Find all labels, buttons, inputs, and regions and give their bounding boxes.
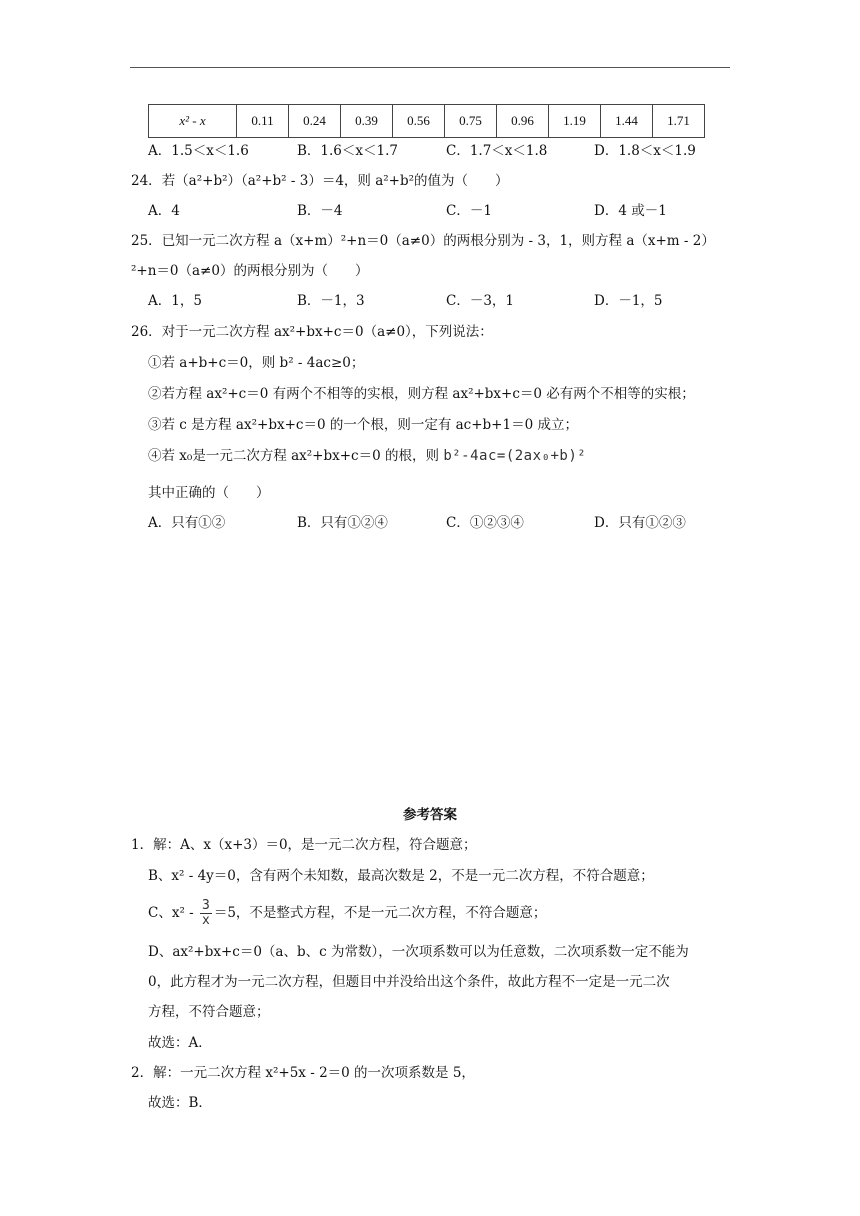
fraction-numerator: 3 (202, 898, 210, 913)
table-cell: 0.56 (393, 105, 445, 138)
q23-option-d: D．1.8＜x＜1.9 (594, 143, 696, 159)
q25-option-c: C．－3，1 (446, 293, 515, 309)
q26-option-d: D．只有①②③ (594, 515, 686, 531)
answer-1-line-2: B、x² - 4y＝0，含有两个未知数，最高次数是 2，不是一元二次方程，不符合题意； (148, 868, 654, 884)
table-cell: 0.24 (289, 105, 341, 138)
fraction-denominator: x (202, 913, 210, 928)
answer-1-line-5: 0，此方程才为一元二次方程，但题目中并没给出这个条件，故此方程不一定是一元二次 (148, 974, 670, 990)
q26-formula: b²-4ac=(2ax₀+b)² (443, 448, 587, 464)
q24-option-d: D．4 或－1 (594, 203, 667, 219)
table-cell: 0.39 (341, 105, 393, 138)
q26-option-c: C．①②③④ (446, 515, 524, 531)
answer-1-line-3-pre: C、x² - (148, 905, 194, 921)
q26-stem (131, 322, 493, 342)
q24-option-b: B．－4 (297, 203, 343, 219)
table-row (149, 105, 705, 138)
q26-statement-4 (148, 446, 586, 466)
q26-statement-4-text: ④若 x₀是一元二次方程 ax²+bx+c＝0 的根，则 (148, 448, 440, 464)
fraction (200, 899, 212, 928)
answers-title: 参考答案 (403, 807, 457, 823)
q24-option-a: A．4 (148, 203, 180, 219)
q24-stem (131, 171, 509, 191)
table-cell: 1.19 (549, 105, 601, 138)
table-cell: 1.44 (601, 105, 653, 138)
answer-1-line-7: 故选：A． (148, 1035, 212, 1051)
q26-option-a: A．只有①② (148, 515, 226, 531)
q26-which: 其中正确的（ ） (148, 485, 270, 501)
q23-option-a: A．1.5＜x＜1.6 (148, 143, 249, 159)
q23-option-b: B．1.6＜x＜1.7 (297, 143, 398, 159)
q26-statement-1: ①若 a+b+c＝0，则 b² - 4ac≥0； (148, 355, 365, 371)
q26-option-b: B．只有①②④ (297, 515, 388, 531)
answer-1-line-6: 方程，不符合题意； (148, 1004, 270, 1020)
q24-number: 24． (131, 173, 162, 189)
q25-text-1: 已知一元二次方程 a（x+m）²+n＝0（a≠0）的两根分别为 - 3，1，则方程 a（x+m - 2） (161, 233, 715, 249)
answer-1-line-4: D、ax²+bx+c＝0（a、b、c 为常数），一次项系数可以为任意数，二次项系数一定不能为 (148, 944, 689, 960)
answer-2-line-2: 故选：B． (148, 1095, 212, 1111)
table-cell: 0.75 (445, 105, 497, 138)
q25-number: 25． (131, 233, 162, 249)
q25-option-b: B．－1，3 (297, 293, 365, 309)
table-header-cell: x² - x (149, 105, 237, 138)
q26-text: 对于一元二次方程 ax²+bx+c＝0（a≠0），下列说法： (161, 324, 493, 340)
q26-number: 26． (131, 324, 162, 340)
q23-option-c: C．1.7＜x＜1.8 (446, 143, 548, 159)
header-rule (130, 67, 730, 68)
q24-option-c: C．－1 (446, 203, 492, 219)
q24-text: 若（a²+b²）（a²+b² - 3）＝4，则 a²+b²的值为（ ） (161, 173, 509, 189)
q25-stem-line2: ²+n＝0（a≠0）的两根分别为（ ） (131, 263, 369, 279)
answer-1-line-3-post: ＝5，不是整式方程，不是一元二次方程，不符合题意； (213, 905, 547, 921)
answer-1-line-3 (148, 898, 546, 928)
q25-option-a: A．1，5 (148, 293, 202, 309)
q25-option-d: D．－1，5 (594, 293, 663, 309)
q26-statement-3: ③若 c 是方程 ax²+bx+c＝0 的一个根，则一定有 ac+b+1＝0 成立； (148, 417, 578, 433)
value-table (148, 104, 705, 138)
table-cell: 0.11 (237, 105, 289, 138)
q25-stem-line1 (131, 231, 715, 251)
table-cell: 1.71 (653, 105, 705, 138)
table-cell: 0.96 (497, 105, 549, 138)
answer-2-line-1: 2．解：一元二次方程 x²+5x - 2＝0 的一次项系数是 5， (131, 1065, 475, 1081)
answer-1-line-1: 1．解：A、x（x+3）＝0，是一元二次方程，符合题意； (131, 837, 477, 853)
q26-statement-2: ②若方程 ax²+c＝0 有两个不相等的实根，则方程 ax²+bx+c＝0 必有两个不相等的实根； (148, 386, 695, 402)
